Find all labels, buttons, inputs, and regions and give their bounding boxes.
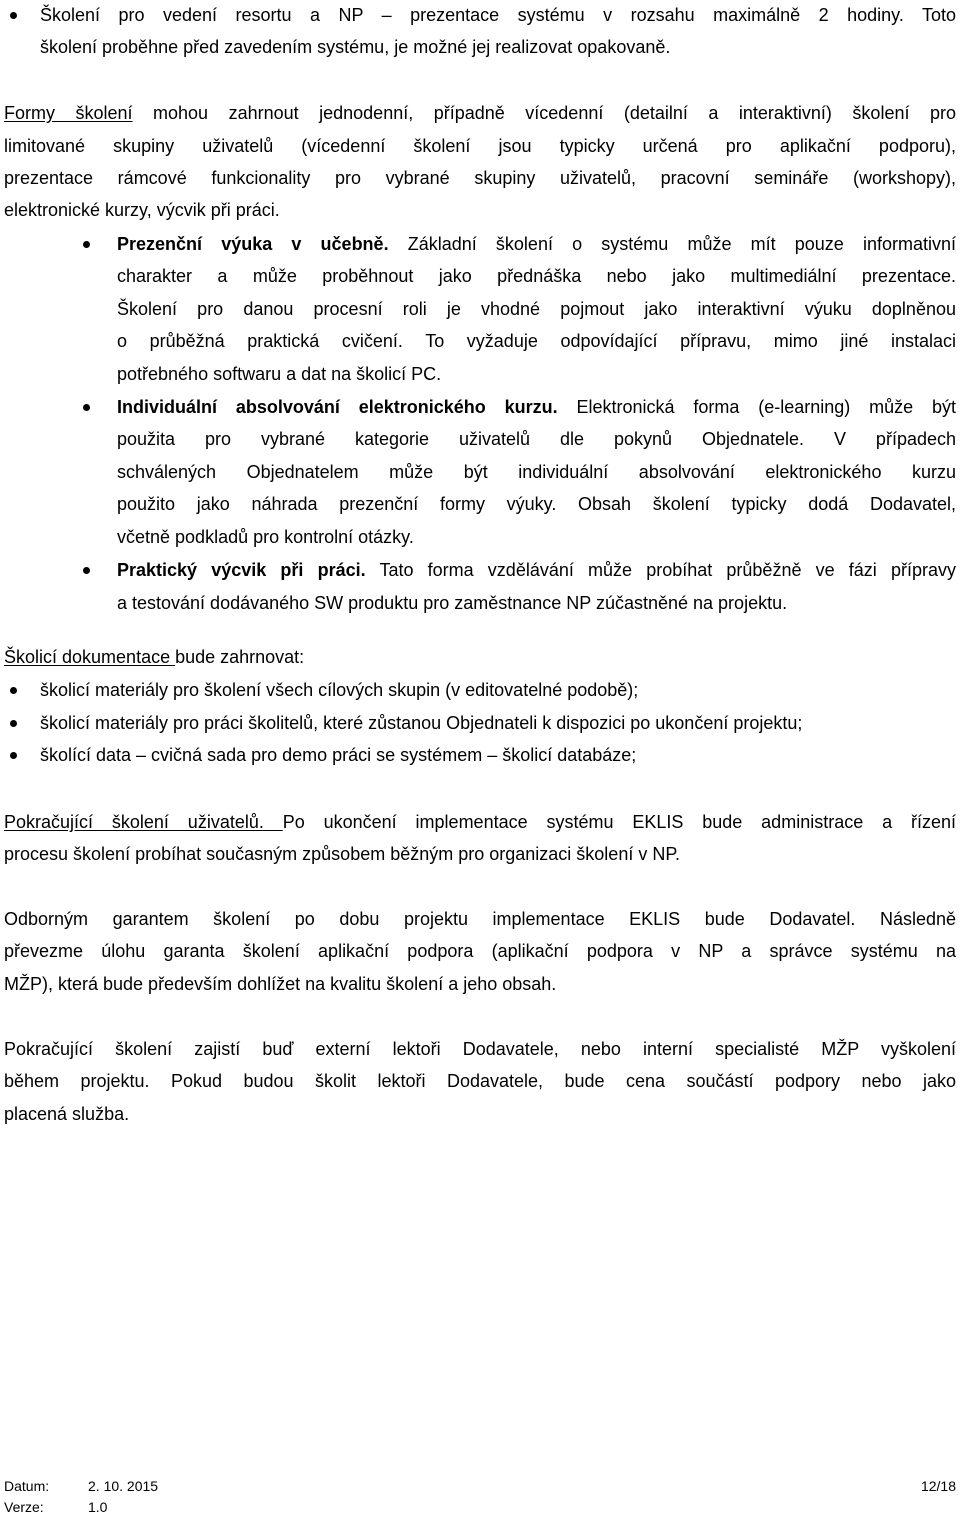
list-item-line: použito jako náhrada prezenční formy výuky. Obsah školení typicky dodá Dodavatel, bbox=[117, 494, 956, 514]
bullet-icon bbox=[83, 567, 90, 574]
guarantor-paragraph-line: převezme úlohu garanta školení aplikační podpora (aplikační podpora v NP a správce systému na bbox=[4, 941, 956, 961]
footer-date-label: Datum: bbox=[4, 1478, 50, 1494]
list-item: školící data – cvičná sada pro demo práci se systémem – školicí databáze; bbox=[40, 745, 637, 765]
footer-page-number: 12/18 bbox=[920, 1478, 956, 1494]
list-item-line: Prezenční výuka v učebně. Základní školení o systému může mít pouze informativní bbox=[117, 234, 956, 254]
list-item-line: Individuální absolvování elektronického kurzu. Elektronická forma (e-learning) může být bbox=[117, 397, 957, 417]
forms-paragraph-line: Formy školení mohou zahrnout jednodenní, případně vícedenní (detailní a interaktivní) školení pro bbox=[4, 103, 956, 123]
list-item-line: o průběžná praktická cvičení. To vyžaduje odpovídající přípravu, mimo jiné instalaci bbox=[117, 331, 956, 351]
bullet-icon bbox=[83, 404, 90, 411]
list-item: školicí materiály pro školení všech cílových skupin (v editovatelné podobě); bbox=[40, 680, 639, 700]
bullet-icon bbox=[10, 687, 17, 694]
list-item-line: charakter a může proběhnout jako přednáška nebo jako multimediální prezentace. bbox=[117, 266, 956, 286]
bullet-icon bbox=[10, 12, 17, 19]
list-item-line: použita pro vybrané kategorie uživatelů dle pokynů Objednatele. V případech bbox=[117, 429, 956, 449]
list-item-title: Prezenční výuka v učebně. bbox=[117, 234, 389, 254]
intro-bullet-line: školení proběhne před zavedením systému, je možné jej realizovat opakovaně. bbox=[40, 37, 671, 57]
forms-heading: Formy školení bbox=[4, 103, 133, 123]
list-item-title: Praktický výcvik při práci. bbox=[117, 560, 366, 580]
list-item-line: Praktický výcvik při práci. Tato forma vzdělávání může probíhat průběžně ve fázi přípravy bbox=[117, 560, 956, 580]
list-item-title: Individuální absolvování elektronického kurzu. bbox=[117, 397, 558, 417]
footer-version-label: Verze: bbox=[4, 1499, 44, 1515]
list-item-line: schválených Objednatelem může být individuální absolvování elektronického kurzu bbox=[117, 462, 956, 482]
forms-paragraph-line: limitované skupiny uživatelů (vícedenní školení jsou typicky určená pro aplikační podporu), bbox=[4, 136, 956, 156]
bullet-icon bbox=[10, 752, 17, 759]
continuing-paragraph-line: Pokračující školení uživatelů. Po ukončení implementace systému EKLIS bude administrace a řízení bbox=[4, 812, 956, 832]
continuing-info-line: Pokračující školení zajistí buď externí lektoři Dodavatele, nebo interní specialisté MŽP vyškolení bbox=[4, 1039, 956, 1059]
forms-paragraph-line: prezentace rámcové funkcionality pro vybrané skupiny uživatelů, pracovní semináře (workshopy), bbox=[4, 168, 956, 188]
continuing-paragraph-line: procesu školení probíhat současným způsobem běžným pro organizaci školení v NP. bbox=[4, 844, 681, 864]
bullet-icon bbox=[10, 720, 17, 727]
list-item: školicí materiály pro práci školitelů, které zůstanou Objednateli k dispozici po ukončení projektu; bbox=[40, 713, 803, 733]
list-item-line: včetně podkladů pro kontrolní otázky. bbox=[117, 527, 414, 547]
footer-date-value: 2. 10. 2015 bbox=[88, 1478, 159, 1494]
continuing-info-line: během projektu. Pokud budou školit lektoři Dodavatele, bude cena součástí podpory nebo jako bbox=[4, 1071, 956, 1091]
documentation-heading-line: Školicí dokumentace bude zahrnovat: bbox=[4, 647, 305, 667]
list-item-line: a testování dodávaného SW produktu pro zaměstnance NP zúčastněné na projektu. bbox=[117, 593, 788, 613]
documentation-heading: Školicí dokumentace bbox=[4, 647, 176, 667]
bullet-icon bbox=[83, 241, 90, 248]
guarantor-paragraph-line: Odborným garantem školení po dobu projektu implementace EKLIS bude Dodavatel. Následně bbox=[4, 909, 956, 929]
list-item-line: potřebného softwaru a dat na školicí PC. bbox=[117, 364, 442, 384]
forms-paragraph-line: elektronické kurzy, výcvik při práci. bbox=[4, 200, 280, 220]
intro-bullet-line: Školení pro vedení resortu a NP – prezentace systému v rozsahu maximálně 2 hodiny. Toto bbox=[40, 5, 956, 25]
footer-version-value: 1.0 bbox=[88, 1499, 108, 1515]
continuing-info-line: placená služba. bbox=[4, 1104, 130, 1124]
continuing-heading: Pokračující školení uživatelů. bbox=[4, 812, 283, 832]
guarantor-paragraph-line: MŽP), která bude především dohlížet na kvalitu školení a jeho obsah. bbox=[4, 974, 557, 994]
list-item-line: Školení pro danou procesní roli je vhodné pojmout jako interaktivní výuku doplněnou bbox=[117, 299, 956, 319]
